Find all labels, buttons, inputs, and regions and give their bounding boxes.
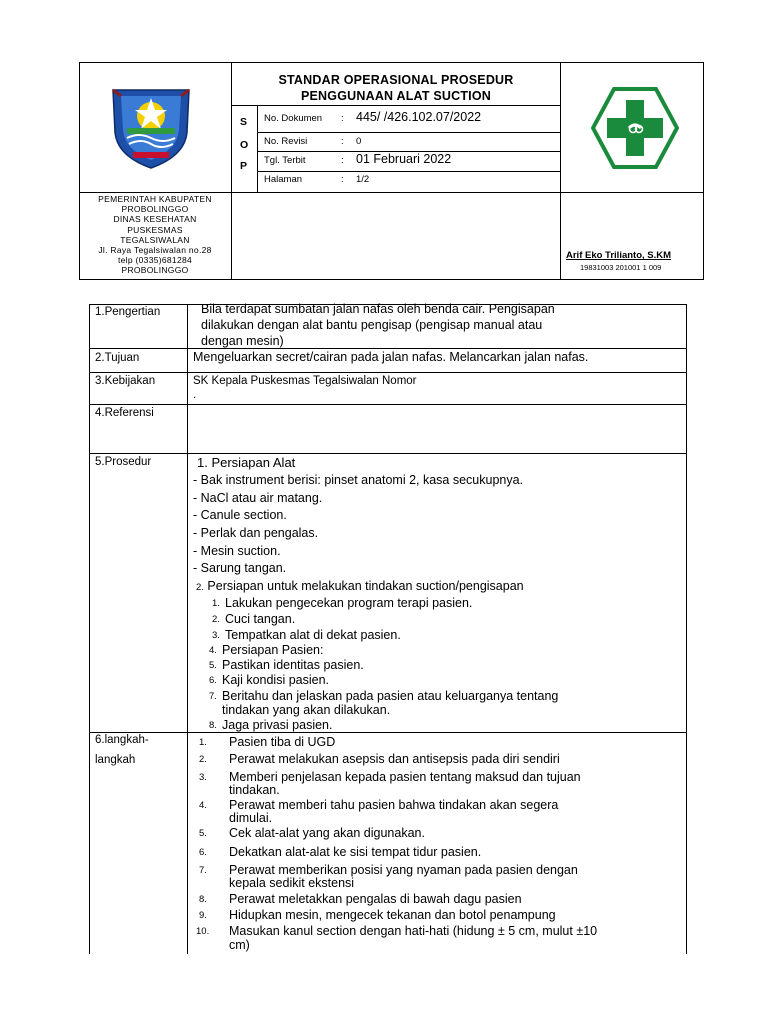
prep-item: Tempatkan alat di dekat pasien. xyxy=(225,628,401,642)
divider xyxy=(89,453,687,454)
divider xyxy=(257,132,561,133)
institution-line: PEMERINTAH KABUPATEN xyxy=(98,194,212,204)
section-label-langkah: langkah xyxy=(95,754,136,766)
step-item: dimulai. xyxy=(229,811,273,825)
prep-number: 6. xyxy=(209,675,217,686)
tool-item: - Canule section. xyxy=(193,508,287,522)
step-number: 10. xyxy=(196,926,210,937)
sop-letter: S xyxy=(240,116,248,128)
revision-number: 0 xyxy=(356,136,362,147)
divider xyxy=(79,279,704,280)
field-label: Tgl. Terbit xyxy=(264,155,306,166)
step-item: Masukan kanul section dengan hati-hati (hidung ± 5 cm, mulut ±10 xyxy=(229,924,598,938)
step-item: tindakan. xyxy=(229,783,280,797)
prep-number: 8. xyxy=(209,720,217,731)
divider xyxy=(89,404,687,405)
prep-item: Persiapan Pasien: xyxy=(222,643,324,657)
prep-number: 7. xyxy=(209,691,217,702)
kebijakan-text: . xyxy=(193,389,197,401)
prep-item: Jaga privasi pasien. xyxy=(222,718,333,732)
field-label: No. Dokumen xyxy=(264,113,323,124)
institution-line: DINAS KESEHATAN xyxy=(113,214,197,225)
step-number: 6. xyxy=(199,847,207,858)
prosedur-heading: 1. Persiapan Alat xyxy=(197,455,296,470)
document-number: 445/ /426.102.07/2022 xyxy=(356,110,482,124)
institution-address xyxy=(80,194,230,276)
prep-number: 1. xyxy=(212,598,220,609)
step-item: Perawat melakukan asepsis dan antisepsis pada diri sendiri xyxy=(229,752,560,766)
step-item: Perawat memberikan posisi yang nyaman pada pasien dengan xyxy=(229,863,578,877)
divider xyxy=(89,372,687,373)
divider xyxy=(89,732,687,733)
puskesmas-logo-icon xyxy=(591,86,679,170)
section-label-kebijakan: 3.Kebijakan xyxy=(95,375,156,387)
step-item: Pasien tiba di UGD xyxy=(229,735,336,749)
document-subtitle: PENGGUNAAN ALAT SUCTION xyxy=(300,89,491,103)
step-item: Cek alat-alat yang akan digunakan. xyxy=(229,826,425,840)
divider xyxy=(79,192,704,193)
prep-item: tindakan yang akan dilakukan. xyxy=(222,703,391,717)
divider xyxy=(79,62,704,63)
kabupaten-emblem-icon xyxy=(111,86,191,170)
divider xyxy=(89,304,90,954)
prep-number: 4. xyxy=(209,645,217,656)
section-label-pengertian: 1.Pengertian xyxy=(95,306,161,318)
institution-line: TEGALSIWALAN xyxy=(120,234,190,245)
pengertian-line: dengan mesin) xyxy=(201,334,284,348)
step-item: Perawat memberi tahu pasien bahwa tindakan akan segera xyxy=(229,798,559,812)
prep-item: Kaji kondisi pasien. xyxy=(222,673,330,687)
pengertian-line: dilakukan dengan alat bantu pengisap (pengisap manual atau xyxy=(201,318,543,332)
sop-letter: P xyxy=(240,160,248,172)
divider xyxy=(257,105,258,193)
issue-date: 01 Februari 2022 xyxy=(356,152,452,166)
prep-heading: 2. Persiapan untuk melakukan tindakan suction/pengisapan xyxy=(196,579,524,593)
step-number: 9. xyxy=(199,910,207,921)
section-label-referensi: 4.Referensi xyxy=(95,407,154,419)
divider xyxy=(703,62,704,280)
step-number: 3. xyxy=(199,772,207,783)
divider xyxy=(686,304,687,954)
divider xyxy=(89,348,687,349)
step-number: 4. xyxy=(199,800,207,811)
tool-item: - Perlak dan pengalas. xyxy=(193,526,319,540)
prep-item: Beritahu dan jelaskan pada pasien atau keluarganya tentang xyxy=(222,689,559,703)
section-label-prosedur: 5.Prosedur xyxy=(95,456,152,468)
field-sep: : xyxy=(341,113,344,124)
field-label: Halaman xyxy=(264,174,303,185)
institution-line: telp (0335)681284 xyxy=(117,255,193,266)
section-label-tujuan: 2.Tujuan xyxy=(95,352,140,364)
prep-item: Lakukan pengecekan program terapi pasien. xyxy=(225,596,473,610)
divider xyxy=(231,105,561,106)
tool-item: - Bak instrument berisi: pinset anatomi 2, kasa secukupnya. xyxy=(193,473,524,487)
field-sep: : xyxy=(341,155,344,166)
tool-item: - Sarung tangan. xyxy=(193,561,287,575)
prep-number: 3. xyxy=(212,630,220,641)
divider xyxy=(187,304,188,954)
prep-number: 2. xyxy=(212,614,220,625)
step-number: 8. xyxy=(199,894,207,905)
institution-line: PROBOLINGGO xyxy=(121,265,189,276)
institution-line: PROBOLINGGO xyxy=(121,204,189,215)
sop-letter: O xyxy=(240,139,249,151)
prep-item: Cuci tangan. xyxy=(225,612,296,626)
prep-number: 5. xyxy=(209,660,217,671)
divider xyxy=(257,171,561,172)
signer-name: Arif Eko Trilianto, S.KM xyxy=(566,250,672,261)
step-number: 7. xyxy=(199,865,207,876)
step-number: 1. xyxy=(199,737,207,748)
institution-line: Jl. Raya Tegalsiwalan no.28 xyxy=(98,245,212,256)
field-sep: : xyxy=(341,136,344,147)
step-number: 5. xyxy=(199,828,207,839)
section-label-langkah: 6.langkah- xyxy=(95,734,149,746)
institution-line: PUSKESMAS xyxy=(127,224,183,235)
step-item: Perawat meletakkan pengalas di bawah dagu pasien xyxy=(229,892,522,906)
step-item: cm) xyxy=(229,938,250,952)
document-title: STANDAR OPERASIONAL PROSEDUR xyxy=(278,73,514,87)
field-sep: : xyxy=(341,174,344,185)
kebijakan-text: SK Kepala Puskesmas Tegalsiwalan Nomor xyxy=(193,375,417,387)
signer-nip: 19831003 201001 1 009 xyxy=(580,263,662,272)
tool-item: - Mesin suction. xyxy=(193,544,281,558)
prep-item: Pastikan identitas pasien. xyxy=(222,658,364,672)
pengertian-line: Bila terdapat sumbatan jalan nafas oleh benda cair. Pengisapan xyxy=(201,302,555,316)
step-item: Dekatkan alat-alat ke sisi tempat tidur pasien. xyxy=(229,845,482,859)
field-label: No. Revisi xyxy=(264,136,308,147)
step-item: Memberi penjelasan kepada pasien tentang maksud dan tujuan xyxy=(229,770,581,784)
step-number: 2. xyxy=(199,754,207,765)
step-item: Hidupkan mesin, mengecek tekanan dan botol penampung xyxy=(229,908,556,922)
tujuan-text: Mengeluarkan secret/cairan pada jalan nafas. Melancarkan jalan nafas. xyxy=(193,350,589,364)
step-item: kepala sedikit ekstensi xyxy=(229,876,355,890)
tool-item: - NaCl atau air matang. xyxy=(193,491,323,505)
page-count: 1/2 xyxy=(356,174,370,185)
